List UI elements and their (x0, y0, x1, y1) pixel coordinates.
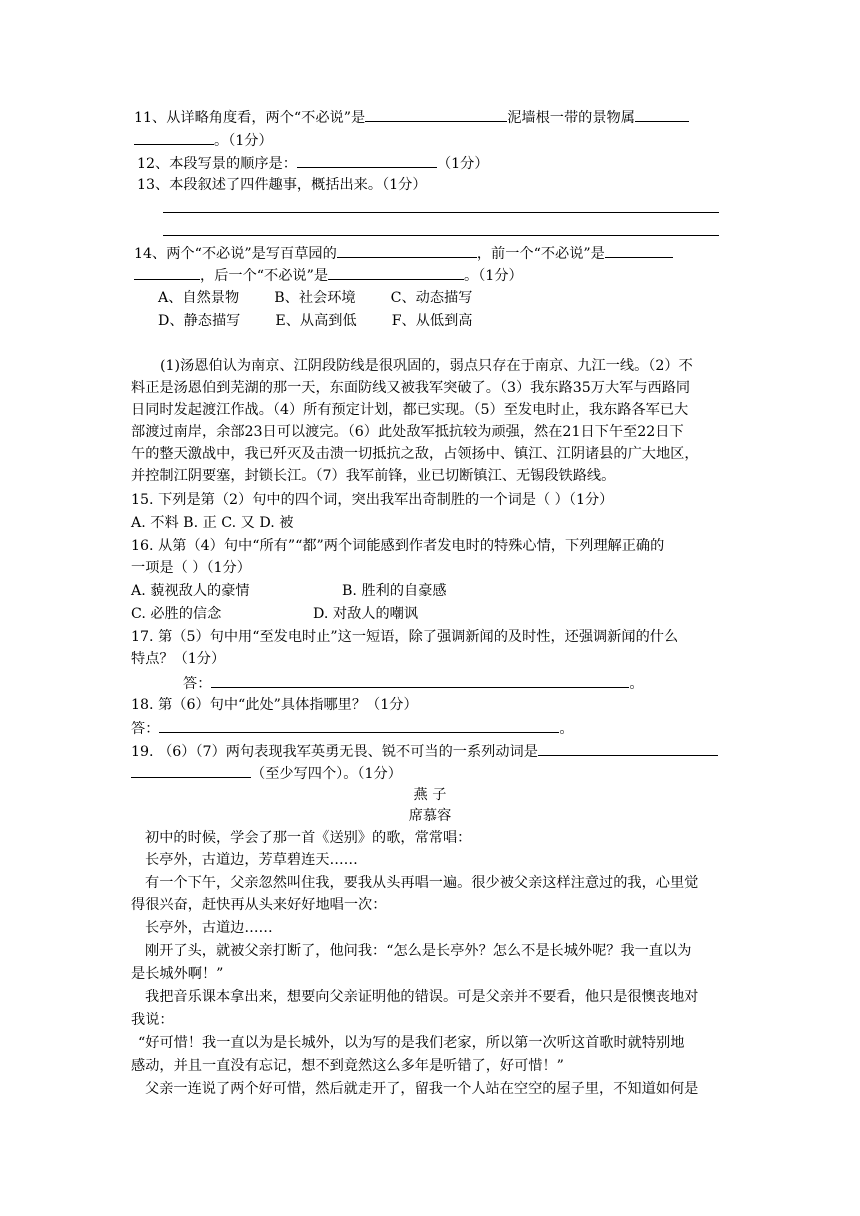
q14-text-a: 14、两个“不必说”是写百草园的 (134, 246, 337, 262)
q14-blank-1[interactable] (337, 242, 477, 258)
q18-answer-blank[interactable] (159, 717, 559, 733)
q13-line (137, 175, 427, 195)
q17-stem-2: 特点？（1分） (131, 651, 226, 667)
passage-line-6: 并控制江阴要塞，封锁长江。（7）我军前锋，业已切断镇江、无锡段铁路线。 (131, 468, 616, 484)
q17-answer-end: 。 (629, 676, 644, 692)
q11-line1 (134, 106, 689, 128)
passage-line-5: 午的整天激战中，我已歼灭及击溃一切抵抗之敌，占领扬中、镇江、江阴诸县的广大地区， (131, 446, 699, 462)
q18-answer-label: 答： (131, 721, 160, 737)
passage-line-4: 部渡过南岸，余部23日可以渡完。（6）此处敌军抵抗较为顽强，然在21日下午至22日下 (131, 424, 684, 440)
story-line-10: “好可惜！我一直以为是长城外，以为写的是我们老家，所以第一次听这首歌时就特别地 (138, 1035, 685, 1051)
option-c: C、动态描写 (390, 290, 473, 306)
q14-text-d: 。（1分） (464, 268, 523, 284)
q17-answer-blank[interactable] (211, 672, 629, 688)
option-f: F、从低到高 (391, 313, 473, 329)
option-b: B、社会环境 (274, 290, 356, 306)
q14-line2 (134, 264, 523, 286)
passage-line-2: 料正是汤恩伯到芜湖的那一天，东面防线又被我军突破了。（3）我东路35万大军与西路同 (131, 380, 691, 396)
q17-stem-1: 17. 第（5）句中用“至发电时止”这一短语，除了强调新闻的及时性，还强调新闻的什么 (131, 629, 679, 645)
q16-option-c: C. 必胜的信念 (131, 606, 222, 622)
q18-answer (131, 717, 574, 739)
q12-blank[interactable] (297, 152, 437, 168)
q17-answer-label: 答： (183, 676, 212, 692)
option-a: A、自然景物 (158, 290, 240, 306)
option-d: D、静态描写 (158, 313, 241, 329)
q13-text: 13、本段叙述了四件趣事，概括出来。（1分） (137, 177, 427, 193)
q11-line2 (134, 129, 273, 151)
story-line-6: 刚开了头，就被父亲打断了，他问我：“怎么是长亭外？怎么不是长城外呢？我一直以为 (145, 943, 692, 959)
q16-stem-2: 一项是（ ）（1分） (131, 560, 251, 576)
q14-blank-4[interactable] (328, 264, 464, 280)
story-line-3: 有一个下午，父亲忽然叫住我，要我从头再唱一遍。很少被父亲这样注意过的我，心里觉 (145, 875, 699, 891)
q14-line1 (134, 242, 673, 264)
story-line-12: 父亲一连说了两个好可惜，然后就走开了，留我一个人站在空空的屋子里，不知道如何是 (145, 1081, 699, 1097)
q17-answer (183, 672, 644, 694)
q11-blank-2[interactable] (635, 106, 689, 122)
story-line-5: 长亭外，古道边…… (145, 920, 273, 936)
q14-text-b: ，前一个“不必说”是 (476, 246, 605, 262)
story-title: 燕 子 (413, 787, 447, 803)
q16-option-d: D. 对敌人的嘲讽 (313, 606, 419, 622)
q11-blank-1[interactable] (365, 106, 507, 122)
q12-line (137, 152, 489, 174)
story-line-11: 感动，并且一直没有忘记，想不到竟然这么多年是听错了，好可惜！” (131, 1058, 564, 1074)
q12-text-a: 12、本段写景的顺序是： (137, 156, 297, 172)
q16-option-a: A. 藐视敌人的豪情 (131, 583, 250, 599)
passage-line-1: (1)汤恩伯认为南京、江阴段防线是很巩固的，弱点只存在于南京、九江一线。（2）不 (160, 358, 693, 374)
q16-option-b: B. 胜利的自豪感 (342, 583, 447, 599)
q13-answer-line-1[interactable] (163, 212, 719, 213)
q11-text-c: 。（1分） (214, 133, 273, 149)
q15-stem: 15. 下列是第（2）句中的四个词，突出我军出奇制胜的一个词是（ ）（1分） (131, 492, 614, 508)
q18-answer-end: 。 (559, 721, 574, 737)
q19-line2 (131, 762, 402, 784)
story-line-8: 我把音乐课本拿出来，想要向父亲证明他的错误。可是父亲并不要看，他只是很懊丧地对 (145, 989, 699, 1005)
q12-text-b: （1分） (436, 156, 489, 172)
q14-blank-3[interactable] (134, 264, 200, 280)
q11-text-a: 11、从详略角度看，两个“不必说”是 (134, 110, 366, 126)
q19-text-a: 19. （6）（7）两句表现我军英勇无畏、锐不可当的一系列动词是 (131, 744, 538, 760)
option-e: E、从高到低 (275, 313, 357, 329)
q14-text-c: ，后一个“不必说”是 (200, 268, 329, 284)
q14-options-row-1 (158, 288, 472, 308)
story-line-2: 长亭外，古道边，芳草碧连天…… (145, 852, 358, 868)
q14-blank-2[interactable] (605, 242, 673, 258)
story-line-7: 是长城外啊！” (131, 966, 224, 982)
story-line-4: 得很兴奋，赶快再从头来好好地唱一次： (131, 897, 387, 913)
q19-blank-1[interactable] (538, 740, 718, 756)
passage-line-3: 日同时发起渡江作战。（4）所有预定计划，都已实现。（5）至发电时止，我东路各军已大 (131, 402, 689, 418)
q19-blank-2[interactable] (131, 762, 251, 778)
q13-answer-line-2[interactable] (163, 235, 719, 236)
q19-line1 (131, 740, 718, 762)
q14-options-row-2 (158, 311, 472, 331)
q19-text-b: （至少写四个）。（1分） (251, 766, 402, 782)
story-line-1: 初中的时候，学会了那一首《送别》的歌，常常唱： (145, 830, 472, 846)
q15-options: A. 不料 B. 正 C. 又 D. 被 (131, 515, 294, 531)
q11-blank-3[interactable] (134, 129, 214, 145)
q11-text-b: 泥墙根一带的景物属 (507, 110, 635, 126)
story-author: 席慕容 (408, 808, 452, 824)
q16-stem-1: 16. 从第（4）句中“所有”“都”两个词能感到作者发电时的特殊心情，下列理解正确的 (131, 538, 665, 554)
q18-stem: 18. 第（6）句中“此处”具体指哪里？（1分） (131, 697, 418, 713)
story-line-9: 我说： (131, 1012, 174, 1028)
